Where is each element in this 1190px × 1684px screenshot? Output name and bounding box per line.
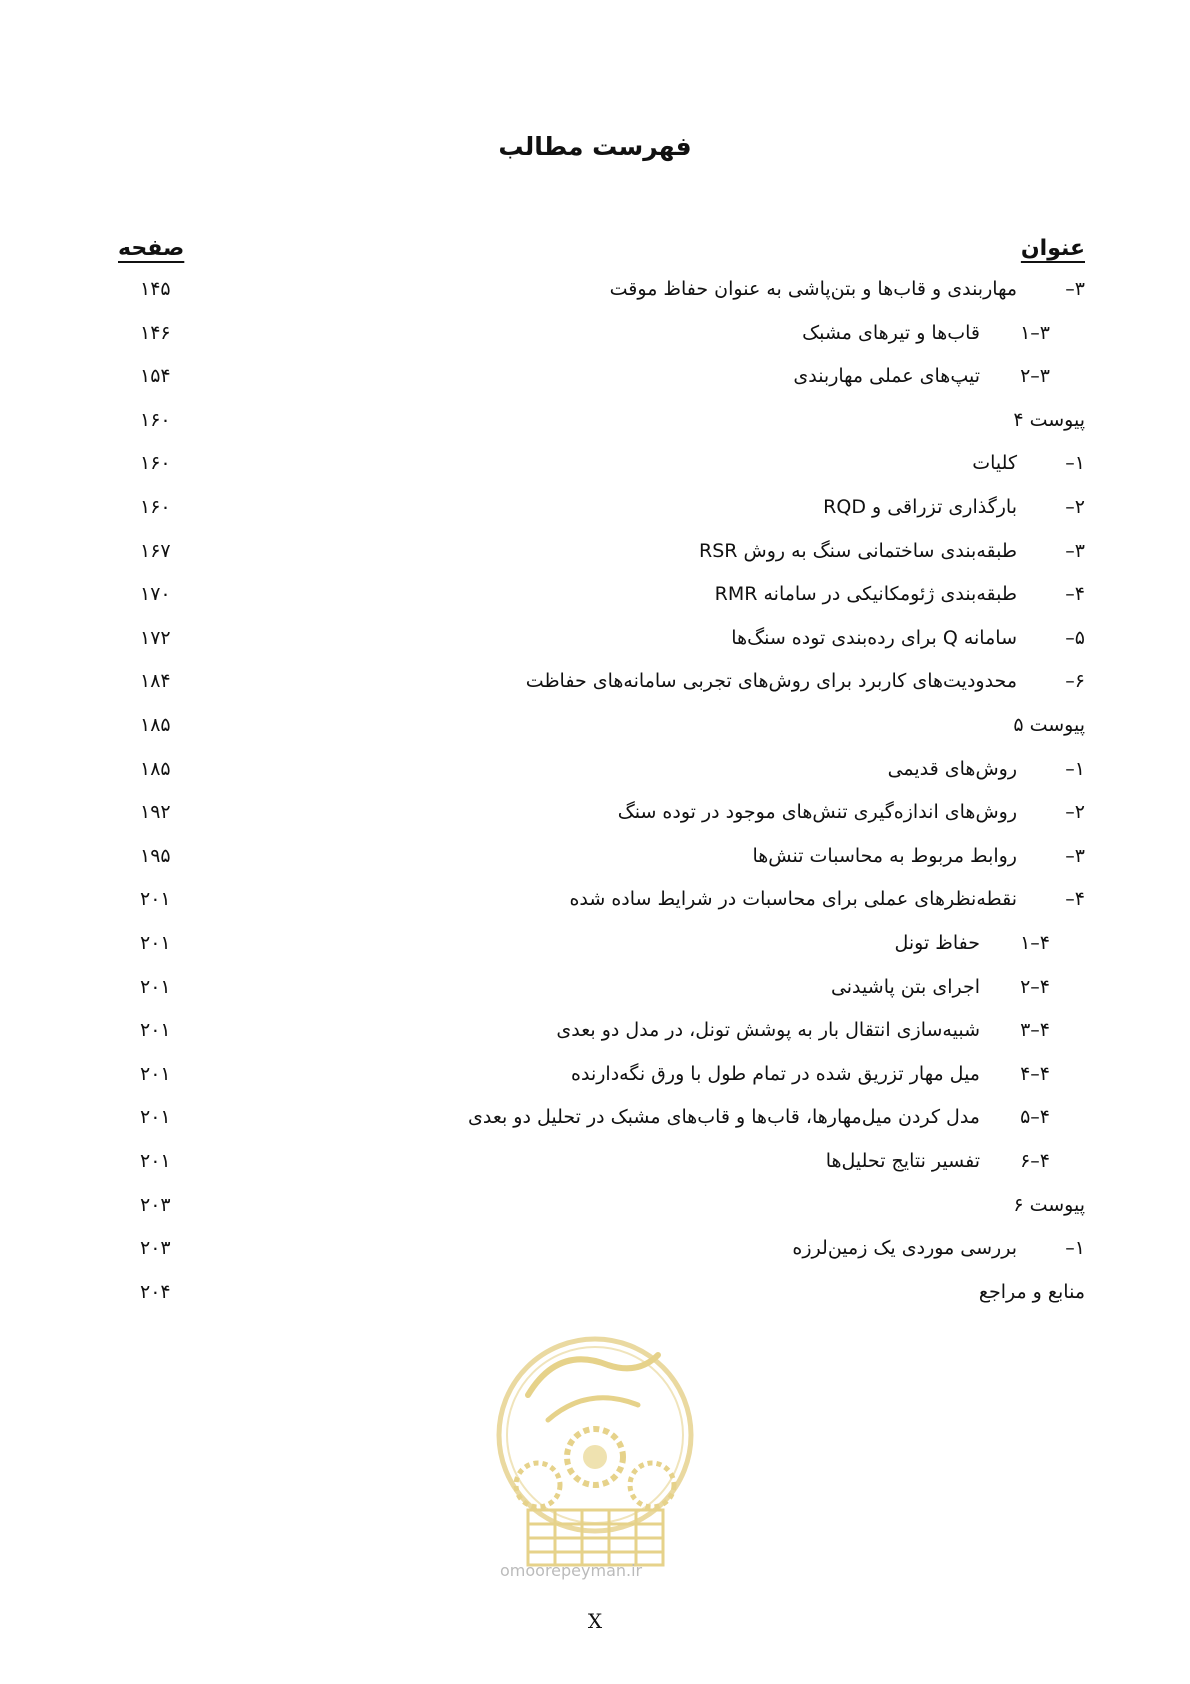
toc-page-number: ۲۰۱ xyxy=(140,1106,171,1128)
toc-row xyxy=(0,268,1190,314)
toc-page-number: ۲۰۱ xyxy=(140,888,171,910)
toc-row xyxy=(0,748,1190,794)
toc-title: کلیات xyxy=(972,452,1017,474)
toc-number: ۲– xyxy=(1065,496,1085,518)
toc-page-number: ۱۹۵ xyxy=(140,845,171,867)
toc-page-number: ۱۷۰ xyxy=(140,583,171,605)
toc-row xyxy=(0,966,1190,1012)
toc-page-number: ۲۰۴ xyxy=(140,1281,171,1303)
toc-title: نقطه‌نظرهای عملی برای محاسبات در شرایط ساده شده xyxy=(569,888,1017,910)
toc-page-number: ۱۸۴ xyxy=(140,670,171,692)
toc-row xyxy=(0,1271,1190,1317)
toc-number: ۶– xyxy=(1065,670,1085,692)
toc-title: طبقه‌بندی ساختمانی سنگ به روش RSR xyxy=(699,540,1017,562)
toc-title: اجرای بتن پاشیدنی xyxy=(830,976,980,998)
toc-title: میل مهار تزریق شده در تمام طول با ورق نگه‌دارنده xyxy=(571,1063,980,1085)
toc-title: طبقه‌بندی ژئومکانیکی در سامانه RMR xyxy=(714,583,1017,605)
toc-page-number: ۲۰۱ xyxy=(140,976,171,998)
toc-number: ۴– xyxy=(1065,888,1085,910)
toc-title: روابط مربوط به محاسبات تنش‌ها xyxy=(752,845,1017,867)
toc-number: ۳– xyxy=(1065,845,1085,867)
toc-number: ۴– xyxy=(1065,583,1085,605)
toc-page-number: ۲۰۳ xyxy=(140,1237,171,1259)
toc-page-number: ۱۵۴ xyxy=(140,365,171,387)
toc-row xyxy=(0,573,1190,619)
toc-title: شبیه‌سازی انتقال بار به پوشش تونل، در مدل دو بعدی xyxy=(556,1019,980,1041)
watermark-logo-icon xyxy=(488,1325,703,1575)
column-header-page: صفحه xyxy=(118,236,185,261)
page-title: فهرست مطالب xyxy=(498,132,692,161)
toc-title: حفاظ تونل xyxy=(894,932,980,954)
toc-row xyxy=(0,704,1190,750)
toc-number: ۲– xyxy=(1065,801,1085,823)
toc-row xyxy=(0,355,1190,401)
toc-number: ۴–۱ xyxy=(1020,932,1050,954)
toc-page-number: ۱۹۲ xyxy=(140,801,171,823)
toc-number: ۱– xyxy=(1065,452,1085,474)
toc-page-number: ۱۶۰ xyxy=(140,452,171,474)
toc-number: ۴–۴ xyxy=(1020,1063,1050,1085)
toc-title: پیوست ۵ xyxy=(1013,714,1085,736)
page-number: X xyxy=(587,1609,603,1633)
toc-number: ۵– xyxy=(1065,627,1085,649)
toc-title: پیوست ۶ xyxy=(1013,1194,1085,1216)
toc-row xyxy=(0,835,1190,881)
toc-title: قاب‌ها و تیرهای مشبک xyxy=(802,322,980,344)
toc-row xyxy=(0,878,1190,924)
toc-page-number: ۱۶۷ xyxy=(140,540,171,562)
toc-page-number: ۱۷۲ xyxy=(140,627,171,649)
toc-title: بررسی موردی یک زمین‌لرزه xyxy=(792,1237,1017,1259)
toc-row xyxy=(0,1009,1190,1055)
toc-page-number: ۱۴۶ xyxy=(140,322,171,344)
toc-number: ۳– xyxy=(1065,278,1085,300)
toc-title: روش‌های قدیمی xyxy=(887,758,1017,780)
toc-page-number: ۲۰۱ xyxy=(140,1019,171,1041)
toc-row xyxy=(0,1096,1190,1142)
watermark-url: omoorepeyman.ir xyxy=(500,1561,643,1580)
toc-number: ۳–۱ xyxy=(1020,322,1050,344)
toc-page-number: ۱۸۵ xyxy=(140,714,171,736)
toc-number: ۱– xyxy=(1065,1237,1085,1259)
toc-number: ۴–۲ xyxy=(1020,976,1050,998)
toc-page-number: ۲۰۱ xyxy=(140,1063,171,1085)
toc-row xyxy=(0,486,1190,532)
toc-number: ۳– xyxy=(1065,540,1085,562)
toc-row xyxy=(0,1227,1190,1273)
toc-title: تیپ‌های عملی مهاربندی xyxy=(793,365,980,387)
toc-number: ۳–۲ xyxy=(1020,365,1050,387)
toc-page-number: ۱۶۰ xyxy=(140,409,171,431)
toc-row xyxy=(0,922,1190,968)
toc-row xyxy=(0,660,1190,706)
toc-row xyxy=(0,1053,1190,1099)
toc-title: بارگذاری تزراقی و RQD xyxy=(823,496,1017,518)
toc-number: ۴–۵ xyxy=(1020,1106,1050,1128)
toc-row xyxy=(0,617,1190,663)
toc-page-number: ۲۰۳ xyxy=(140,1194,171,1216)
toc-row xyxy=(0,399,1190,445)
toc-title: مدل کردن میل‌مهارها، قاب‌ها و قاب‌های مشبک در تحلیل دو بعدی xyxy=(467,1106,980,1128)
toc-row xyxy=(0,791,1190,837)
toc-title: تفسیر نتایج تحلیل‌ها xyxy=(825,1150,980,1172)
toc-number: ۱– xyxy=(1065,758,1085,780)
column-header-title: عنوان xyxy=(1020,236,1085,261)
toc-number: ۴–۶ xyxy=(1020,1150,1050,1172)
toc-row xyxy=(0,530,1190,576)
toc-title: سامانه Q برای رده‌بندی توده سنگ‌ها xyxy=(731,627,1017,649)
toc-title: محدودیت‌های کاربرد برای روش‌های تجربی سامانه‌های حفاظت xyxy=(525,670,1017,692)
toc-page-number: ۱۶۰ xyxy=(140,496,171,518)
toc-row xyxy=(0,1184,1190,1230)
toc-title: مهاربندی و قاب‌ها و بتن‌پاشی به عنوان حفاظ موقت xyxy=(609,278,1017,300)
toc-row xyxy=(0,442,1190,488)
toc-row xyxy=(0,312,1190,358)
toc-page-number: ۱۴۵ xyxy=(140,278,171,300)
toc-number: ۴–۳ xyxy=(1020,1019,1050,1041)
toc-page-number: ۲۰۱ xyxy=(140,1150,171,1172)
toc-title: روش‌های اندازه‌گیری تنش‌های موجود در توده سنگ xyxy=(617,801,1017,823)
toc-row xyxy=(0,1140,1190,1186)
toc-title: پیوست ۴ xyxy=(1013,409,1085,431)
toc-page-number: ۱۸۵ xyxy=(140,758,171,780)
toc-title: منابع و مراجع xyxy=(978,1281,1085,1303)
toc-page-number: ۲۰۱ xyxy=(140,932,171,954)
